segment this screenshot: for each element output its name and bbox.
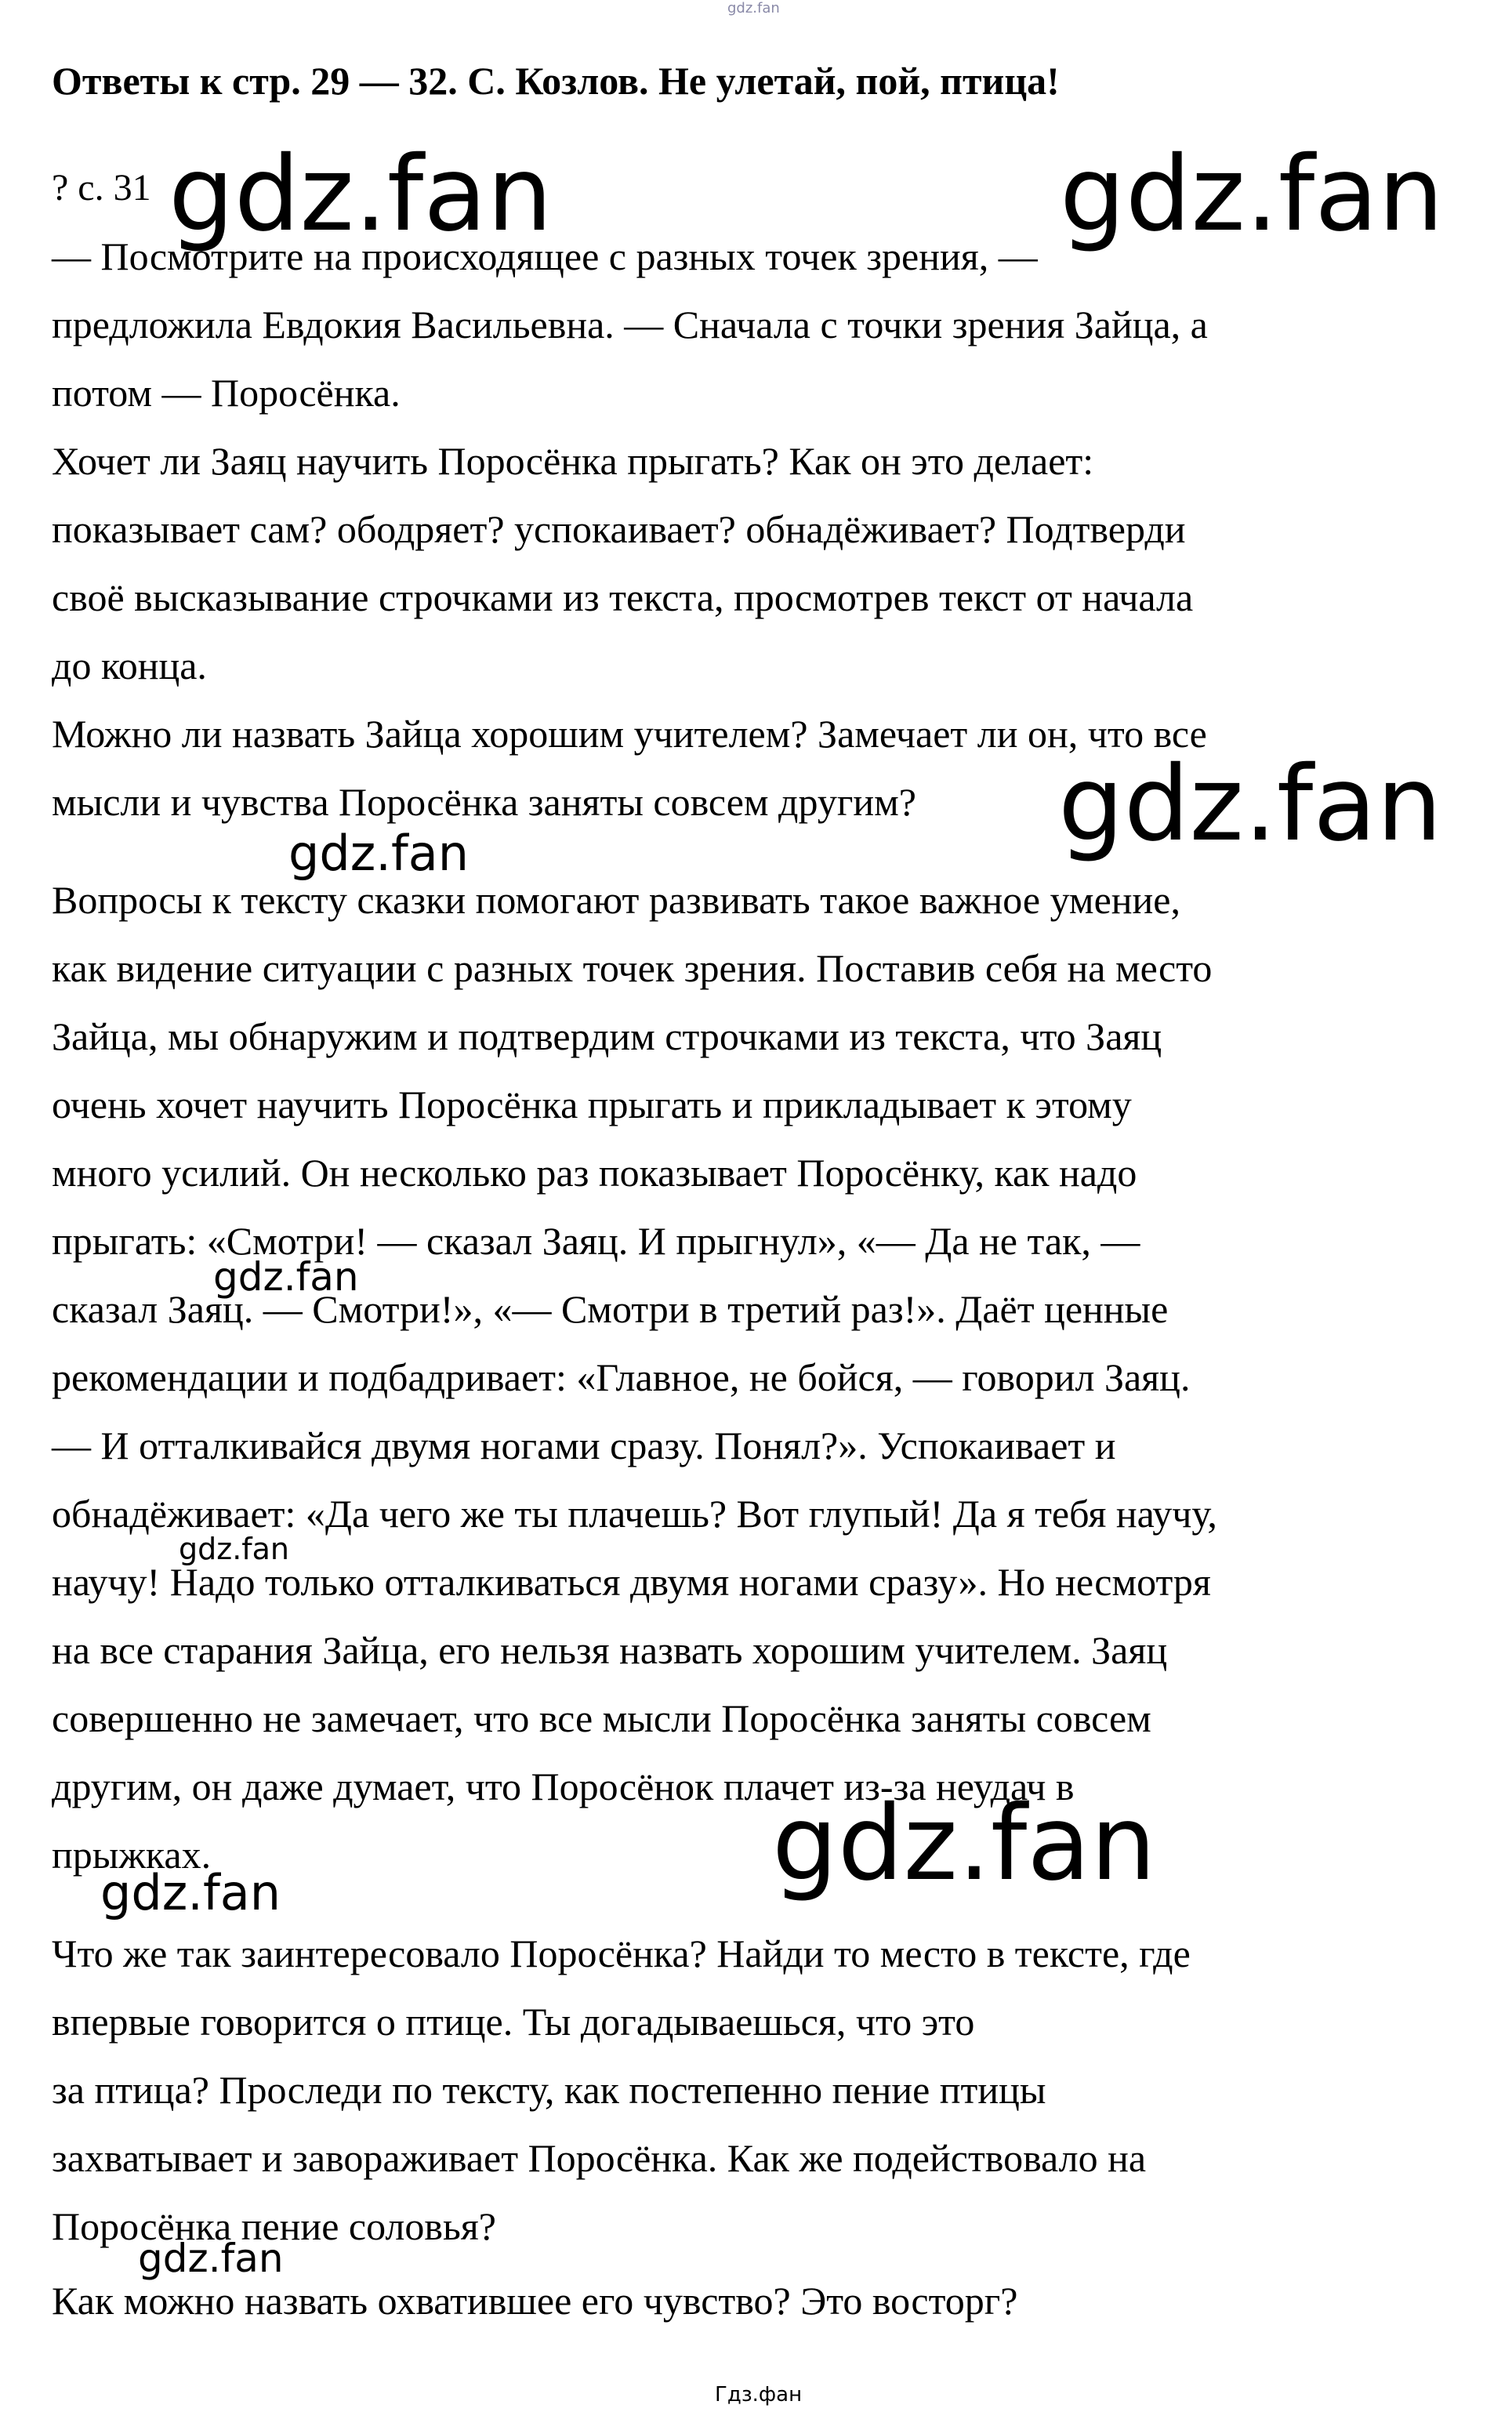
- text-line: захватывает и завораживает Поросёнка. Как же подействовало на: [52, 2136, 1147, 2180]
- watermark: gdz.fan: [1060, 134, 1444, 255]
- text-line: мысли и чувства Поросёнка заняты совсем другим?: [52, 780, 916, 824]
- watermark: gdz.fan: [772, 1783, 1156, 1904]
- watermark: gdz.fan: [213, 1254, 359, 1300]
- text-line: Поросёнка пение соловья?: [52, 2204, 496, 2248]
- watermark: gdz.fan: [100, 1864, 281, 1921]
- text-line: прыгать: «Смотри! — сказал Заяц. И прыгнул», «— Да не так, —: [52, 1219, 1140, 1263]
- text-line: на все старания Зайца, его нельзя назвать хорошим учителем. Заяц: [52, 1628, 1168, 1672]
- text-line: показывает сам? ободряет? успокаивает? обнадёживает? Подтверди: [52, 507, 1186, 551]
- page-title: Ответы к стр. 29 — 32. С. Козлов. Не улетай, пой, птица!: [52, 59, 1060, 103]
- text-line: сказал Заяц. — Смотри!», «— Смотри в третий раз!». Даёт ценные: [52, 1287, 1169, 1331]
- footer-watermark: Гдз.фан: [715, 2383, 803, 2407]
- text-line: прыжках.: [52, 1833, 212, 1877]
- text-line: до конца.: [52, 644, 207, 687]
- page-reference: ? с. 31: [52, 167, 151, 209]
- text-line: научу! Надо только отталкиваться двумя ногами сразу». Но несмотря: [52, 1560, 1211, 1604]
- text-line: потом — Поросёнка.: [52, 371, 401, 415]
- text-line: своё высказывание строчками из текста, просмотрев текст от начала: [52, 575, 1194, 619]
- text-line: впервые говорится о птице. Ты догадываешься, что это: [52, 2000, 975, 2044]
- text-line: Что же так заинтересовало Поросёнка? Найди то место в тексте, где: [52, 1931, 1191, 1975]
- text-line: предложила Евдокия Васильевна. — Сначала с точки зрения Зайца, а: [52, 303, 1208, 346]
- text-line: много усилий. Он несколько раз показывает Поросёнку, как надо: [52, 1151, 1137, 1195]
- header-watermark: gdz.fan: [727, 0, 780, 16]
- text-line: как видение ситуации с разных точек зрения. Поставив себя на место: [52, 946, 1213, 990]
- watermark: gdz.fan: [1058, 744, 1442, 865]
- text-line: Как можно назвать охватившее его чувство? Это восторг?: [52, 2279, 1018, 2323]
- text-line: рекомендации и подбадривает: «Главное, не бойся, — говорил Заяц.: [52, 1355, 1191, 1399]
- watermark: gdz.fan: [169, 134, 553, 255]
- text-line: очень хочет научить Поросёнка прыгать и прикладывает к этому: [52, 1083, 1132, 1126]
- text-line: другим, он даже думает, что Поросёнок плачет из-за неудач в: [52, 1765, 1075, 1808]
- text-line: — Посмотрите на происходящее с разных точек зрения, —: [52, 234, 1038, 278]
- watermark: gdz.fan: [138, 2236, 284, 2281]
- text-line: Хочет ли Заяц научить Поросёнка прыгать? Как он это делает:: [52, 439, 1094, 483]
- text-line: Можно ли назвать Зайца хорошим учителем? Замечает ли он, что все: [52, 712, 1207, 756]
- text-line: Вопросы к тексту сказки помогают развивать такое важное умение,: [52, 878, 1180, 922]
- text-line: Зайца, мы обнаружим и подтвердим строчками из текста, что Заяц: [52, 1014, 1162, 1058]
- text-line: обнадёживает: «Да чего же ты плачешь? Вот глупый! Да я тебя научу,: [52, 1492, 1217, 1536]
- text-line: — И отталкивайся двумя ногами сразу. Понял?». Успокаивает и: [52, 1424, 1116, 1467]
- watermark: gdz.fan: [288, 825, 470, 882]
- text-line: совершенно не замечает, что все мысли Поросёнка заняты совсем: [52, 1696, 1151, 1740]
- text-line: за птица? Проследи по тексту, как постепенно пение птицы: [52, 2068, 1046, 2112]
- watermark: gdz.fan: [179, 1532, 290, 1566]
